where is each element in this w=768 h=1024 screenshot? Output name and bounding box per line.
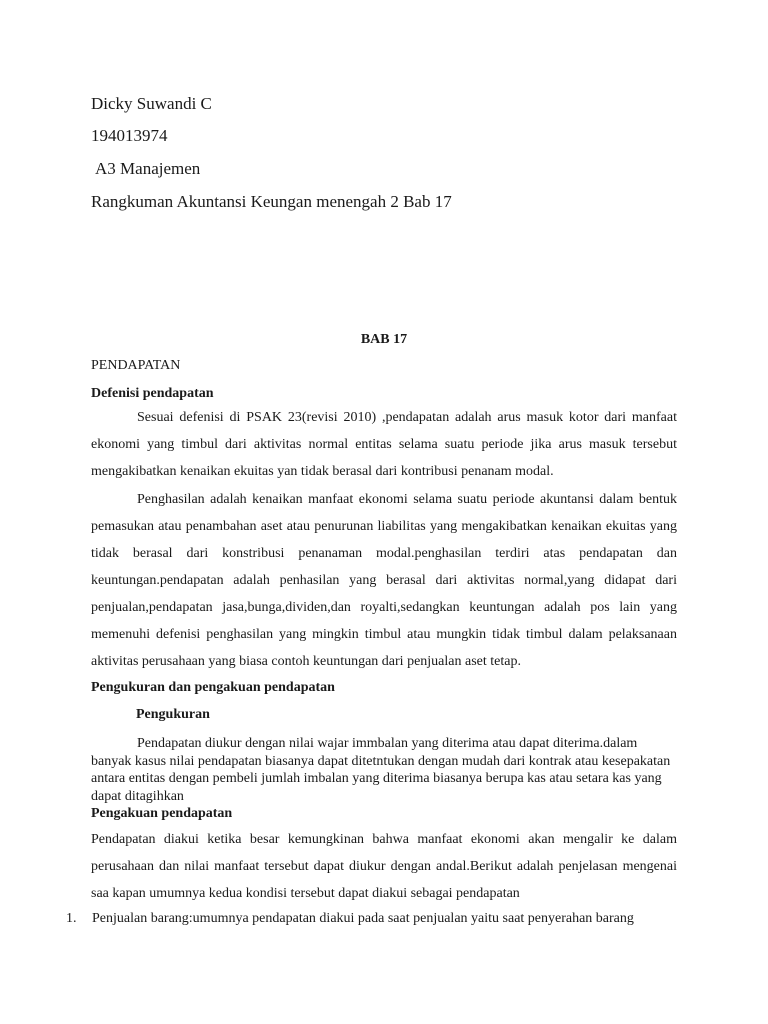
document-title: Rangkuman Akuntansi Keungan menengah 2 Bab 17 [91,192,452,211]
class-label: A3 Manajemen [95,159,201,178]
list-item-number: 1. [66,911,77,926]
recognition-heading: Pengakuan pendapatan [91,806,233,821]
student-id: 194013974 [91,126,168,145]
definition-paragraph-1: Sesuai defenisi di PSAK 23(revisi 2010) ,pendapatan adalah arus masuk kotor dari manfaat ekonomi yang timbul dari aktivitas normal entitas selama suatu periode jika arus masuk tersebut mengakibatkan kenaikan ekuitas yan tidak berasal dari kontribusi penanam modal. [91,410,677,479]
chapter-heading: PENDAPATAN [91,358,181,373]
list-item-text: Penjualan barang:umumnya pendapatan diakui pada saat penjualan yaitu saat penyerahan barang [92,911,634,926]
measurement-paragraph: Pendapatan diukur dengan nilai wajar immbalan yang diterima atau dapat diterima.dalam banyak kasus nilai pendapatan biasanya dapat ditetntukan dengan mudah dari kontrak atau kesepakatan antara entitas dengan pembeli jumlah imbalan yang diterima biasanya berupa kas atau setara kas yang dapat ditagihkan [91,736,671,804]
recognition-paragraph: Pendapatan diakui ketika besar kemungkinan bahwa manfaat ekonomi akan mengalir ke dalam perusahaan dan nilai manfaat tersebut dapat diukur dengan andal.Berikut adalah penjelasan mengenai saa kapan umumnya kedua kondisi tersebut dapat diakui sebagai pendapatan [91,832,677,901]
definition-heading: Defenisi pendapatan [91,386,214,401]
definition-paragraph-2: Penghasilan adalah kenaikan manfaat ekonomi selama suatu periode akuntansi dalam bentuk pemasukan atau penambahan aset atau penurunan liabilitas yang mengakibatkan kenaikan ekuitas yang tidak berasal dari konstribusi penanaman modal.penghasilan terdiri atas pendapatan dan keuntungan.pendapatan adalah penhasilan yang berasal dari aktivitas normal,yang didapat dari penjualan,pendapatan jasa,bunga,dividen,dan royalti,sedangkan keuntungan adalah pos lain yang memenuhi defenisi penghasilan yang mingkin timbul atau mungkin tidak timbul dalam pelaksanaan aktivitas perusahaan yang biasa contoh keuntungan dari penjualan aset tetap. [91,492,677,669]
chapter-number: BAB 17 [360,332,408,347]
measurement-recognition-heading: Pengukuran dan pengakuan pendapatan [91,680,335,695]
author-name: Dicky Suwandi C [91,94,212,113]
measurement-subheading: Pengukuran [136,707,210,722]
